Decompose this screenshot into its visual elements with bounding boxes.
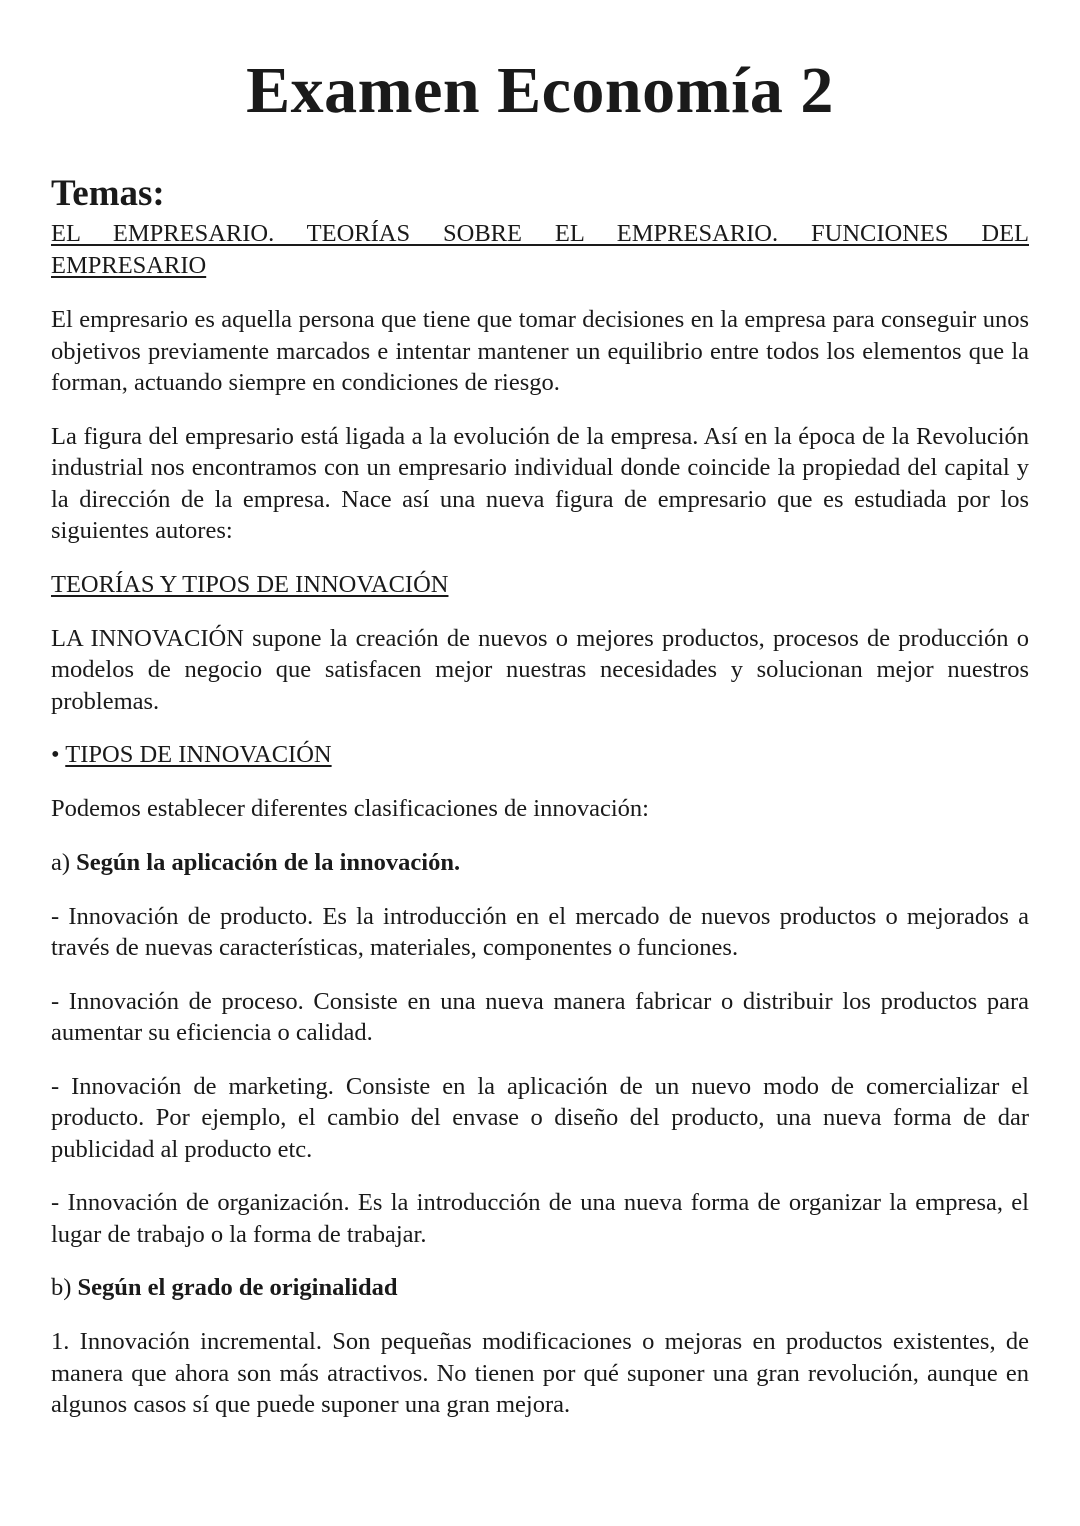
subheading-title: Según la aplicación de la innovación. xyxy=(76,848,461,876)
list-item: - Innovación de proceso. Consiste en una nueva manera fabricar o distribuir los productos para aumentar su eficiencia o calidad. xyxy=(51,987,1029,1046)
bullet-icon: • xyxy=(51,741,60,768)
subheading-b xyxy=(51,1272,1029,1304)
subheading-prefix: b) xyxy=(51,1274,72,1301)
list-item: 1. Innovación incremental. Son pequeñas modificaciones o mejoras en productos existentes, de manera que ahora son más atractivos. No tienen por qué suponer una gran revolución, aunque en algunos casos sí que puede suponer una gran mejora. xyxy=(51,1328,1029,1418)
bullet-heading xyxy=(51,739,1029,771)
bullet-heading-text: TIPOS DE INNOVACIÓN xyxy=(65,741,332,768)
section-heading-line: EMPRESARIO xyxy=(51,252,207,279)
subheading-a xyxy=(51,847,1029,879)
section-heading-line: EL EMPRESARIO. TEORÍAS SOBRE EL EMPRESARIO. FUNCIONES DEL xyxy=(51,220,1029,247)
document-body xyxy=(51,218,1029,1421)
paragraph: El empresario es aquella persona que tiene que tomar decisiones en la empresa para conseguir unos objetivos previamente marcados e intentar mantener un equilibrio entre todos los elementos que la forman, actuando siempre en condiciones de riesgo. xyxy=(51,306,1029,396)
section-heading-innovacion: TEORÍAS Y TIPOS DE INNOVACIÓN xyxy=(51,570,449,598)
list-item: - Innovación de organización. Es la introducción de una nueva forma de organizar la empresa, el lugar de trabajo o la forma de trabajar. xyxy=(51,1189,1029,1248)
subheading-prefix: a) xyxy=(51,848,71,876)
page-title: Examen Economía 2 xyxy=(246,54,834,127)
subheading-title: Según el grado de originalidad xyxy=(77,1274,398,1301)
paragraph: La figura del empresario está ligada a la evolución de la empresa. Así en la época de la Revolución industrial nos encontramos con un empresario individual donde coincide la propiedad del capital y la dirección de la empresa. Nace así una nueva figura de empresario que es estudiada por los siguientes autores: xyxy=(51,422,1029,544)
paragraph: Podemos establecer diferentes clasificaciones de innovación: xyxy=(51,795,649,822)
topics-heading: Temas: xyxy=(51,173,165,214)
paragraph: LA INNOVACIÓN supone la creación de nuevos o mejores productos, procesos de producción o modelos de negocio que satisfacen mejor nuestras necesidades y solucionan mejor nuestros problemas. xyxy=(51,624,1029,715)
list-item: - Innovación de marketing. Consiste en la aplicación de un nuevo modo de comercializar el producto. Por ejemplo, el cambio del envase o diseño del producto, una nueva forma de dar publicidad al producto etc. xyxy=(51,1072,1029,1163)
list-item: - Innovación de producto. Es la introducción en el mercado de nuevos productos o mejorados a través de nuevas características, materiales, componentes o funciones. xyxy=(51,902,1029,961)
section-heading-empresario xyxy=(51,218,1029,282)
